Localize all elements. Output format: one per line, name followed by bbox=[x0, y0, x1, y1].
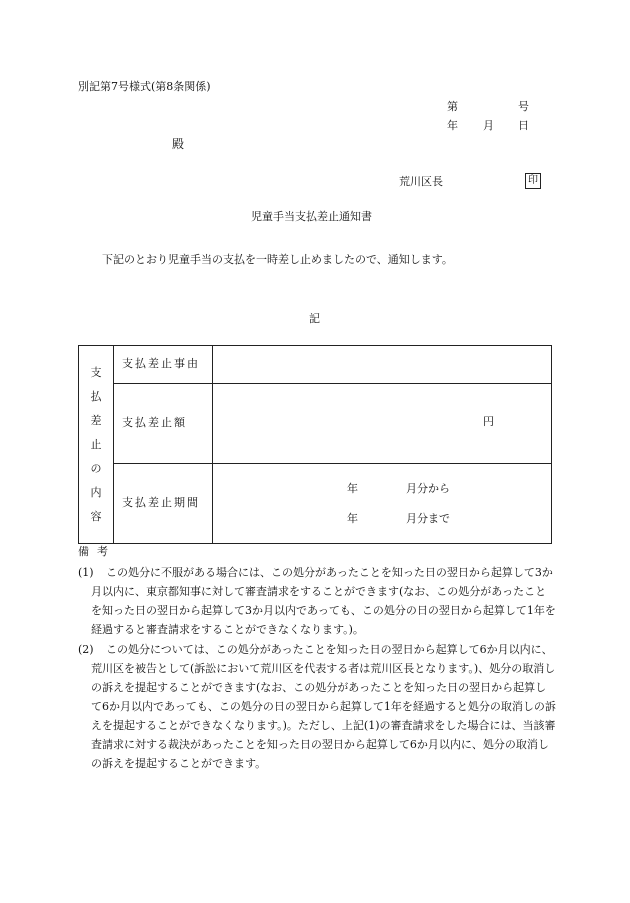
note-2 bbox=[78, 640, 556, 773]
seal-mark: 印 bbox=[525, 173, 541, 189]
side-char: 内 bbox=[90, 485, 102, 499]
side-char: 支 bbox=[90, 365, 102, 379]
details-table bbox=[78, 345, 552, 544]
number-suffix: 号 bbox=[518, 100, 529, 113]
issuer-name: 荒川区長 bbox=[399, 175, 443, 188]
period-from-year: 年 bbox=[347, 482, 358, 495]
amount-unit: 円 bbox=[483, 415, 494, 428]
side-char: 払 bbox=[90, 389, 102, 403]
amount-value-cell bbox=[213, 384, 552, 464]
note-1-number: (1) bbox=[78, 566, 94, 579]
form-id: 別記第7号様式(第8条関係) bbox=[78, 80, 211, 93]
side-char: 容 bbox=[90, 509, 102, 523]
period-value-cell bbox=[213, 464, 552, 544]
date-month: 月 bbox=[483, 119, 494, 132]
date-day: 日 bbox=[518, 119, 529, 132]
note-2-number: (2) bbox=[78, 643, 94, 656]
ki-heading: 記 bbox=[309, 312, 320, 325]
side-char: 差 bbox=[90, 413, 102, 427]
row-label-amount: 支払差止額 bbox=[114, 384, 213, 464]
number-prefix: 第 bbox=[447, 100, 458, 113]
note-2-text: この処分については、この処分があったことを知った日の翌日から起算して6か月以内に、荒川区を被告として(訴訟において荒川区を代表する者は荒川区長となります。)、処分の取消しの訴えを提起することができます(なお、この処分があったことを知った日の翌日から起算して6か月以内であっても、この処分の日の翌日から起算して1年を経過すると処分の取消しの訴えを提起することができなくなります。)。ただし、上記(1)の審査請求をした場合には、当該審査請求に対する裁決があったことを知った日の翌日から起算して6か月以内に、処分の取消しの訴えを提起することができます。 bbox=[91, 643, 556, 770]
notes-heading: 備考 bbox=[78, 545, 116, 558]
side-char: の bbox=[90, 461, 102, 475]
row-label-period: 支払差止期間 bbox=[114, 464, 213, 544]
period-to-rest: 月分まで bbox=[406, 512, 450, 525]
period-from-rest: 月分から bbox=[406, 482, 450, 495]
addressee-honorific: 殿 bbox=[172, 137, 185, 151]
intro-text: 下記のとおり児童手当の支払を一時差し止めましたので、通知します。 bbox=[102, 253, 453, 266]
side-label-cell bbox=[79, 346, 114, 544]
note-1 bbox=[78, 563, 556, 639]
reason-value-cell bbox=[213, 346, 552, 384]
row-label-reason: 支払差止事由 bbox=[114, 346, 213, 384]
document-title: 児童手当支払差止通知書 bbox=[251, 210, 372, 223]
side-char: 止 bbox=[90, 437, 102, 451]
date-year: 年 bbox=[447, 119, 458, 132]
note-1-text: この処分に不服がある場合には、この処分があったことを知った日の翌日から起算して3か月以内に、東京都知事に対して審査請求をすることができます(なお、この処分があったことを知った日の翌日から起算して3か月以内であっても、この処分の日の翌日から起算して1年を経過すると審査請求をすることができなくなります。)。 bbox=[91, 566, 556, 636]
period-to-year: 年 bbox=[347, 512, 358, 525]
